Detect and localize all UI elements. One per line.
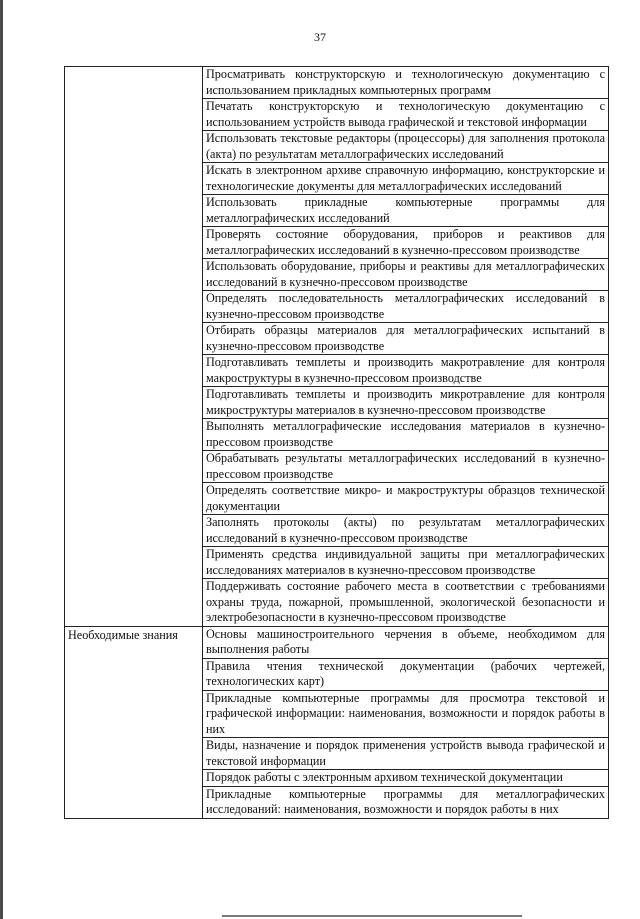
table-row bbox=[65, 67, 609, 99]
requirement-cell: Печатать конструкторскую и технологическую документацию с использованием устройств вывода графической и текстовой информации bbox=[203, 99, 609, 131]
requirement-cell: Отбирать образцы материалов для металлографических испытаний в кузнечно-прессовом производстве bbox=[203, 323, 609, 355]
requirement-cell: Использовать оборудование, приборы и реактивы для металлографических исследований в кузнечно-прессовом производстве bbox=[203, 259, 609, 291]
table-row bbox=[65, 626, 609, 658]
requirement-cell: Прикладные компьютерные программы для металлографических исследований: наименования, возможности и порядок работы в них bbox=[203, 786, 609, 818]
requirement-cell: Определять соответствие микро- и макроструктуры образцов технической документации bbox=[203, 483, 609, 515]
scan-bottom-edge bbox=[222, 915, 522, 917]
requirement-cell: Порядок работы с электронным архивом технической документации bbox=[203, 770, 609, 787]
requirement-cell: Основы машиностроительного черчения в объеме, необходимом для выполнения работы bbox=[203, 626, 609, 658]
section-label-skills bbox=[65, 67, 203, 627]
competency-table-body bbox=[65, 67, 609, 819]
requirement-cell: Использовать текстовые редакторы (процессоры) для заполнения протокола (акта) по результатам металлографических исследований bbox=[203, 131, 609, 163]
requirement-cell: Обрабатывать результаты металлографических исследований в кузнечно-прессовом производстве bbox=[203, 451, 609, 483]
requirement-cell: Просматривать конструкторскую и технологическую документацию с использованием прикладных компьютерных программ bbox=[203, 67, 609, 99]
requirement-cell: Выполнять металлографические исследования материалов в кузнечно-прессовом производстве bbox=[203, 419, 609, 451]
section-label-knowledge: Необходимые знания bbox=[65, 626, 203, 818]
requirement-cell: Подготавливать темплеты и производить микротравление для контроля микроструктуры материалов в кузнечно-прессовом производстве bbox=[203, 387, 609, 419]
scan-edge-shadow bbox=[0, 0, 3, 919]
requirement-cell: Подготавливать темплеты и производить макротравление для контроля макроструктуры в кузнечно-прессовом производстве bbox=[203, 355, 609, 387]
requirement-cell: Определять последовательность металлографических исследований в кузнечно-прессовом производстве bbox=[203, 291, 609, 323]
competency-table bbox=[64, 66, 609, 819]
page-number: 37 bbox=[314, 30, 326, 44]
requirement-cell: Использовать прикладные компьютерные программы для металлографических исследований bbox=[203, 195, 609, 227]
requirement-cell: Проверять состояние оборудования, приборов и реактивов для металлографических исследований в кузнечно-прессовом производстве bbox=[203, 227, 609, 259]
requirement-cell: Искать в электронном архиве справочную информацию, конструкторские и технологические документы для металлографических исследований bbox=[203, 163, 609, 195]
requirement-cell: Заполнять протоколы (акты) по результатам металлографических исследований в кузнечно-прессовом производстве bbox=[203, 515, 609, 547]
requirement-cell: Виды, назначение и порядок применения устройств вывода графической и текстовой информации bbox=[203, 738, 609, 770]
requirement-cell: Поддерживать состояние рабочего места в соответствии с требованиями охраны труда, пожарной, промышленной, экологической безопасности и электробезопасности в кузнечно-прессовом производстве bbox=[203, 579, 609, 627]
requirement-cell: Прикладные компьютерные программы для просмотра текстовой и графической информации: наименования, возможности и порядок работы в них bbox=[203, 690, 609, 738]
requirement-cell: Применять средства индивидуальной защиты при металлографических исследованиях материалов в кузнечно-прессовом производстве bbox=[203, 547, 609, 579]
requirement-cell: Правила чтения технической документации (рабочих чертежей, технологических карт) bbox=[203, 658, 609, 690]
